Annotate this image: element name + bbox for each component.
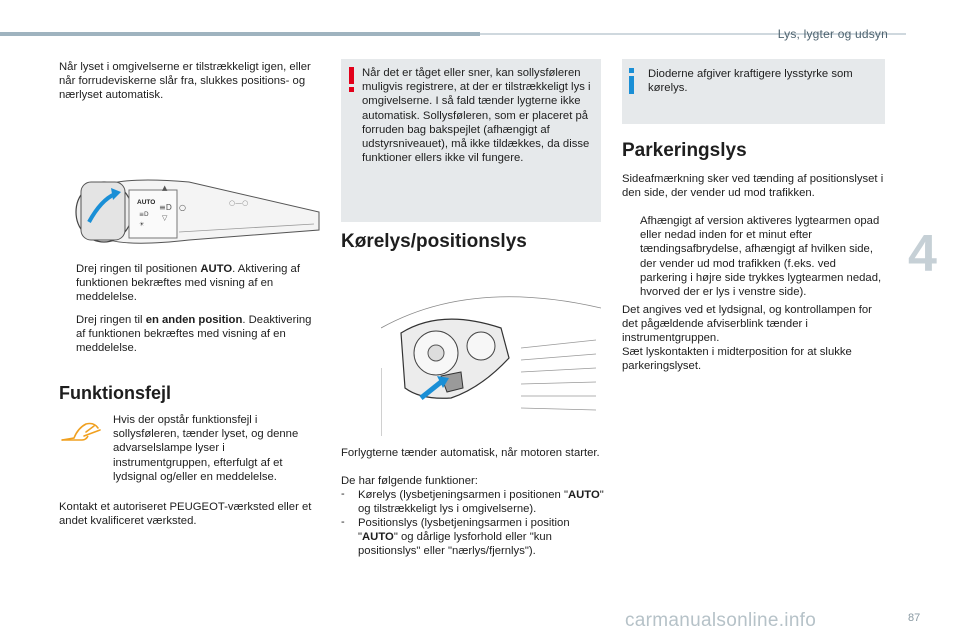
headlamp-illustration bbox=[381, 288, 601, 438]
dash-glyph: - bbox=[341, 516, 345, 528]
bullet-auto-text: Drej ringen til positionen AUTO. Aktivering af funktionen bekræftes med visning af en meddelelse. bbox=[76, 263, 300, 304]
chapter-number: 4 bbox=[908, 225, 937, 283]
svg-text:○—○: ○—○ bbox=[229, 199, 249, 207]
svg-text:▽: ▽ bbox=[162, 214, 168, 222]
section-title: Lys, lygter og udsyn bbox=[777, 27, 888, 41]
intro-text: Når lyset i omgivelserne er tilstrækkeligt igen, eller når forrudeviskerne slår fra, slukkes positions- og nærlyset automatisk. bbox=[59, 61, 311, 102]
info-box bbox=[622, 59, 885, 124]
signal-text: Det angives ved et lydsignal, og kontrollampen for det pågældende afviserblink tænder i instrumentgruppen. bbox=[622, 304, 872, 345]
header-rule bbox=[0, 32, 480, 36]
warning-box bbox=[341, 59, 601, 222]
warning-text: Når det er tåget eller sner, kan sollysføleren muligvis registrere, at der er tilstrækkeligt lys i omgivelserne. I så fald tænder lygterne ikke automatisk. Sollysføleren, som er placeret på forruden bag bakspejlet (afhængigt af udstyrsniveauet), må ikke tildækkes, da disse funktioner ellers ikke vil fungere. bbox=[362, 67, 591, 165]
parking-bullet-text: Afhængigt af version aktiveres lygtearmen opad eller nedad inden for et minut efter tændingsafbrydelse, afhængigt af hvilken side, der vender ud mod trafikken (f.eks. ved parkering i højre side trykkes lygtearmen nedad, hvorved der er lys i venstre side). bbox=[640, 215, 882, 299]
heading-korelys-positionslys: Kørelys/positionslys bbox=[341, 231, 527, 252]
svg-text:≡D: ≡D bbox=[139, 211, 149, 218]
dash-glyph: - bbox=[341, 488, 345, 500]
parking-intro-text: Sideafmærkning sker ved tænding af positionslyset i den side, der vender ud mod trafikken. bbox=[622, 173, 884, 200]
contact-workshop-text: Kontakt et autoriseret PEUGEOT-værksted eller et andet kvalificeret værksted. bbox=[59, 501, 312, 528]
functions-intro-text: De har følgende funktioner: bbox=[341, 475, 478, 487]
svg-text:≡D: ≡D bbox=[159, 203, 172, 212]
svg-text:☀: ☀ bbox=[139, 221, 145, 228]
watermark: carmanualsonline.info bbox=[625, 610, 817, 631]
warning-exclamation-icon bbox=[345, 67, 359, 93]
info-text: Dioderne afgiver kraftigere lysstyrke som kørelys. bbox=[648, 68, 853, 95]
heading-funktionsfejl: Funktionsfejl bbox=[59, 383, 171, 403]
lighting-stalk-illustration bbox=[59, 160, 321, 260]
sensor-warning-lamp-icon bbox=[60, 418, 102, 444]
info-icon bbox=[627, 68, 637, 94]
position-lights-item: Positionslys (lysbetjeningsarmen i position "AUTO" og dårlige lysforhold eller "kun positionslys" eller "nærlys/fjernlys"). bbox=[358, 517, 570, 558]
bullet-other-position-text: Drej ringen til en anden position. Deaktivering af funktionen bekræftes med visning af en meddelelse. bbox=[76, 314, 312, 355]
stalk-auto-label: AUTO bbox=[137, 199, 156, 206]
heading-parkeringslys: Parkeringslys bbox=[622, 140, 747, 161]
headlamps-auto-text: Forlygterne tænder automatisk, når motoren starter. bbox=[341, 447, 600, 459]
svg-text:○: ○ bbox=[179, 203, 186, 212]
daytime-lights-item: Kørelys (lysbetjeningsarmen i positionen "AUTO" og tilstrækkeligt lys i omgivelserne). bbox=[358, 489, 604, 516]
switch-off-text: Sæt lyskontakten i midterposition for at slukke parkeringslyset. bbox=[622, 346, 852, 373]
fault-text: Hvis der opstår funktionsfejl i sollysføleren, tænder lyset, og denne advarselslampe lyser i instrumentgruppen, efterfulgt af et lydsignal og/eller en meddelelse. bbox=[113, 414, 299, 483]
svg-text:▲: ▲ bbox=[162, 184, 168, 192]
page-number: 87 bbox=[908, 612, 921, 624]
